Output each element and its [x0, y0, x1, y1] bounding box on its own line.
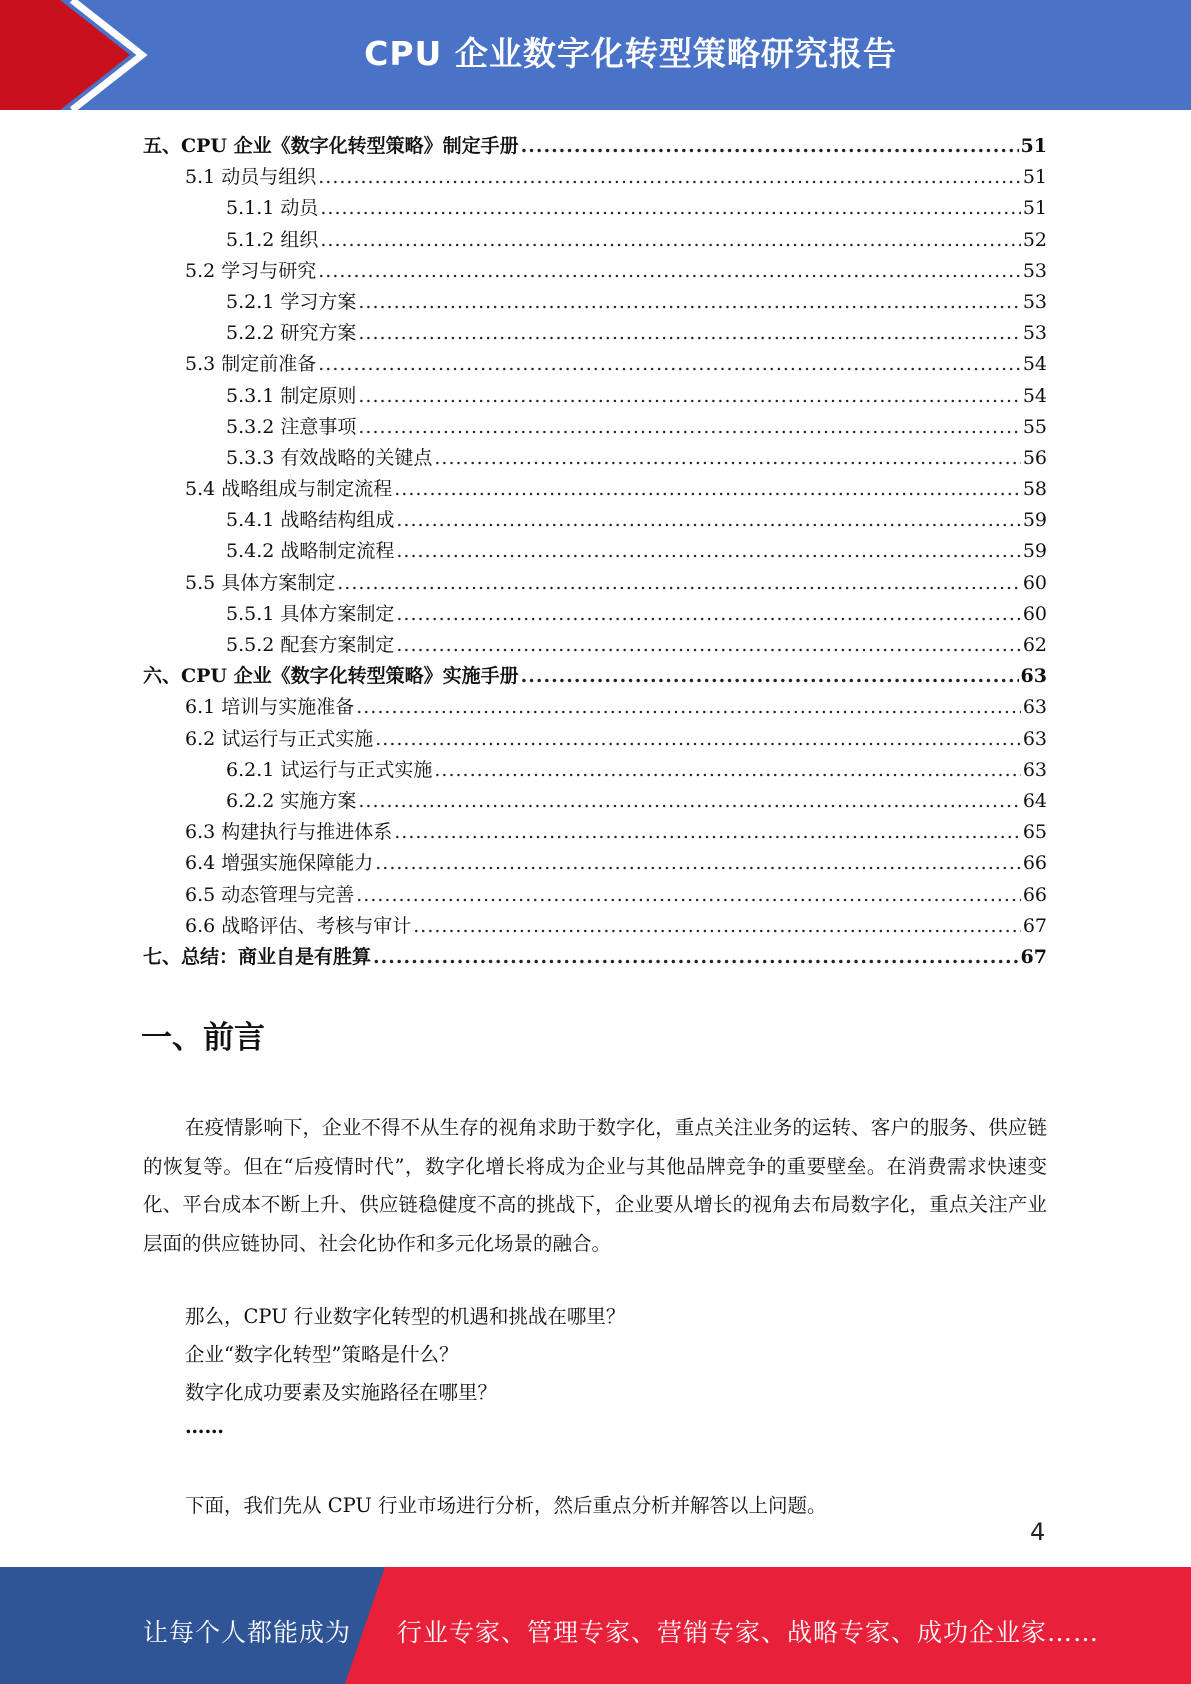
toc-entry-page: 65: [1022, 821, 1047, 844]
toc-leader-dots: [337, 568, 1021, 599]
toc-entry-title: 5.3.3 有效战略的关键点: [226, 446, 433, 469]
toc-entry[interactable]: [143, 381, 1047, 412]
toc-entry-page: 66: [1022, 852, 1047, 875]
toc-leader-dots: [373, 942, 1019, 973]
toc-entry-title: 6.2.1 试运行与正式实施: [226, 758, 433, 781]
toc-entry-title: 5.3 制定前准备: [185, 353, 317, 376]
table-of-contents: [143, 131, 1047, 973]
section-heading: 一、前言: [141, 1020, 265, 1056]
toc-entry[interactable]: [143, 755, 1047, 786]
intro-paragraph: 在疫情影响下，企业不得不从生存的视角求助于数字化，重点关注业务的运转、客户的服务、供应链的恢复等。但在“后疫情时代”，数字化增长将成为企业与其他品牌竞争的重要壁垒。在消费需求快速变化、平台成本不断上升、供应链稳健度不高的挑战下，企业要从增长的视角去布局数字化，重点关注产业层面的供应链协同、社会化协作和多元化场景的融合。: [143, 1116, 1047, 1255]
question-item: 那么，CPU 行业数字化转型的机遇和挑战在哪里？: [185, 1305, 626, 1328]
toc-entry[interactable]: [143, 692, 1047, 723]
toc-leader-dots: [434, 443, 1020, 474]
toc-entry-title: 6.4 增强实施保障能力: [185, 852, 374, 875]
toc-entry-page: 63: [1022, 696, 1047, 719]
toc-leader-dots: [396, 536, 1020, 567]
toc-entry-page: 51: [1022, 166, 1047, 189]
toc-entry-page: 55: [1022, 415, 1047, 438]
toc-entry[interactable]: [143, 880, 1047, 911]
toc-entry-page: 59: [1022, 540, 1047, 563]
toc-entry-title: 5.5 具体方案制定: [185, 571, 336, 594]
toc-leader-dots: [521, 661, 1019, 692]
toc-entry-page: 67: [1020, 945, 1047, 968]
toc-entry[interactable]: [143, 193, 1047, 224]
toc-leader-dots: [318, 349, 1021, 380]
toc-entry[interactable]: [143, 536, 1047, 567]
question-list: [185, 1298, 1045, 1442]
toc-entry-title: 5.2 学习与研究: [185, 259, 317, 282]
toc-entry-title: 5.5.1 具体方案制定: [226, 602, 395, 625]
toc-entry-title: 5.1.1 动员: [226, 197, 319, 220]
toc-entry[interactable]: [143, 911, 1047, 942]
toc-entry-page: 63: [1020, 665, 1047, 688]
toc-leader-dots: [356, 692, 1021, 723]
toc-entry-title: 5.2.1 学习方案: [226, 290, 357, 313]
toc-entry[interactable]: [143, 256, 1047, 287]
toc-entry-page: 60: [1022, 602, 1047, 625]
toc-leader-dots: [358, 786, 1020, 817]
toc-entry-page: 62: [1022, 634, 1047, 656]
toc-entry-page: 56: [1022, 446, 1047, 469]
toc-entry-title: 6.2.2 实施方案: [226, 789, 357, 812]
toc-entry-title: 5.3.1 制定原则: [226, 384, 357, 407]
toc-entry-page: 64: [1022, 789, 1047, 812]
toc-leader-dots: [375, 724, 1021, 755]
toc-entry-title: 5.5.2 配套方案制定: [226, 634, 395, 656]
toc-entry[interactable]: [143, 630, 1047, 661]
toc-entry[interactable]: [143, 505, 1047, 536]
toc-entry[interactable]: [143, 724, 1047, 755]
toc-entry-title: 七、总结：商业自是有胜算: [143, 945, 372, 968]
toc-leader-dots: [413, 911, 1021, 942]
toc-entry-title: 5.1 动员与组织: [185, 166, 317, 189]
toc-entry-title: 5.2.2 研究方案: [226, 322, 357, 345]
toc-entry-page: 51: [1020, 135, 1047, 157]
toc-entry-page: 53: [1022, 322, 1047, 345]
question-item: 企业“数字化转型”策略是什么？: [185, 1343, 459, 1366]
footer-slogan-left: 让每个人都能成为: [143, 1618, 352, 1647]
toc-entry-page: 63: [1022, 727, 1047, 750]
toc-entry-page: 53: [1022, 290, 1047, 313]
toc-entry-title: 6.3 构建执行与推进体系: [185, 821, 393, 844]
toc-entry[interactable]: [143, 412, 1047, 443]
toc-entry[interactable]: [143, 474, 1047, 505]
toc-leader-dots: [394, 817, 1021, 848]
toc-entry-page: 66: [1022, 883, 1047, 906]
toc-leader-dots: [318, 162, 1021, 193]
toc-leader-dots: [394, 474, 1021, 505]
toc-leader-dots: [358, 287, 1020, 318]
toc-leader-dots: [396, 505, 1020, 536]
toc-leader-dots: [318, 256, 1021, 287]
report-title: CPU 企业数字化转型策略研究报告: [364, 34, 897, 73]
toc-entry[interactable]: [143, 599, 1047, 630]
page-header: [0, 0, 1191, 110]
toc-leader-dots: [396, 599, 1020, 630]
toc-entry[interactable]: [143, 661, 1047, 692]
toc-entry[interactable]: [143, 942, 1047, 973]
toc-entry-title: 五、CPU 企业《数字化转型策略》制定手册: [143, 135, 519, 157]
question-item: 数字化成功要素及实施路径在哪里？: [185, 1381, 498, 1404]
toc-entry-page: 52: [1022, 228, 1047, 251]
toc-leader-dots: [320, 225, 1020, 256]
footer-slogan-right: 行业专家、管理专家、营销专家、战略专家、成功企业家……: [397, 1618, 1100, 1647]
toc-entry[interactable]: [143, 848, 1047, 879]
toc-leader-dots: [358, 381, 1020, 412]
toc-entry-title: 6.5 动态管理与完善: [185, 883, 355, 906]
toc-entry[interactable]: [143, 349, 1047, 380]
toc-entry-page: 54: [1022, 384, 1047, 407]
toc-entry-page: 59: [1022, 509, 1047, 532]
toc-leader-dots: [396, 630, 1020, 661]
toc-entry-page: 58: [1022, 478, 1047, 501]
page-number: 4: [1030, 1518, 1046, 1546]
toc-entry[interactable]: [143, 131, 1047, 162]
toc-entry-title: 6.6 战略评估、考核与审计: [185, 914, 412, 937]
toc-entry-title: 6.1 培训与实施准备: [185, 696, 355, 719]
toc-entry[interactable]: [143, 287, 1047, 318]
toc-entry[interactable]: [143, 225, 1047, 256]
toc-entry-page: 67: [1022, 914, 1047, 937]
toc-entry-title: 5.1.2 组织: [226, 228, 319, 251]
toc-entry[interactable]: [143, 318, 1047, 349]
toc-entry-page: 63: [1022, 758, 1047, 781]
toc-entry-title: 5.3.2 注意事项: [226, 415, 357, 438]
toc-entry-title: 5.4 战略组成与制定流程: [185, 478, 393, 501]
toc-entry[interactable]: [143, 162, 1047, 193]
toc-entry-title: 5.4.1 战略结构组成: [226, 509, 395, 532]
toc-entry[interactable]: [143, 443, 1047, 474]
toc-leader-dots: [320, 193, 1020, 224]
toc-leader-dots: [521, 131, 1019, 162]
toc-leader-dots: [375, 848, 1021, 879]
closing-sentence: 下面，我们先从 CPU 行业市场进行分析，然后重点分析并解答以上问题。: [185, 1494, 827, 1517]
toc-entry[interactable]: [143, 817, 1047, 848]
toc-entry-page: 60: [1022, 571, 1047, 594]
toc-entry-page: 54: [1022, 353, 1047, 376]
toc-leader-dots: [358, 412, 1020, 443]
toc-entry-page: 51: [1022, 197, 1047, 220]
question-ellipsis: ……: [185, 1415, 224, 1438]
toc-entry-page: 53: [1022, 259, 1047, 282]
toc-entry-title: 6.2 试运行与正式实施: [185, 727, 374, 750]
page-footer: [0, 1567, 1191, 1684]
toc-leader-dots: [356, 880, 1021, 911]
toc-entry-title: 5.4.2 战略制定流程: [226, 540, 395, 563]
toc-entry-title: 六、CPU 企业《数字化转型策略》实施手册: [143, 665, 519, 688]
toc-leader-dots: [434, 755, 1020, 786]
toc-leader-dots: [358, 318, 1020, 349]
toc-entry[interactable]: [143, 568, 1047, 599]
toc-entry[interactable]: [143, 786, 1047, 817]
